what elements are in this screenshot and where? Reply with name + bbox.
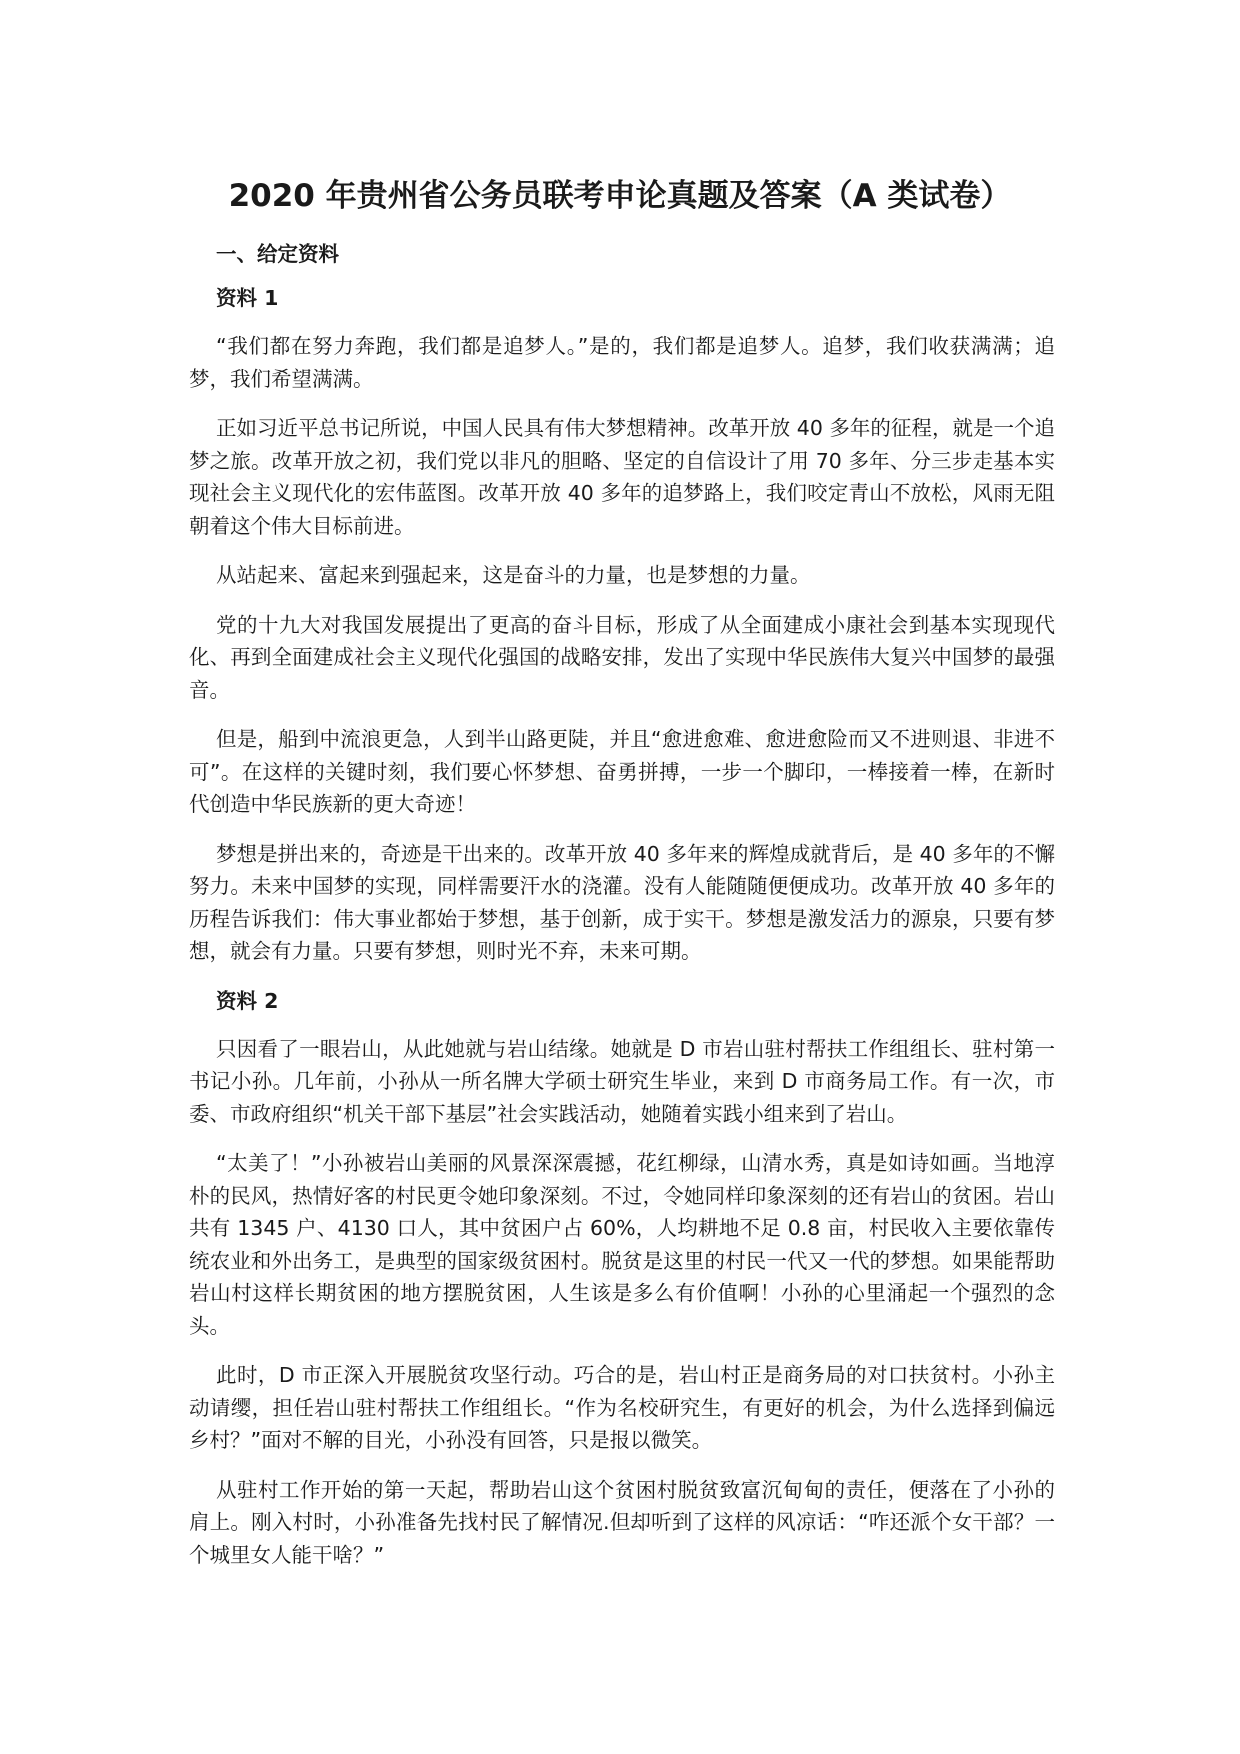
paragraph: 从站起来、富起来到强起来，这是奋斗的力量，也是梦想的力量。 — [216, 563, 811, 587]
paragraph: 此时，D 市正深入开展脱贫攻坚行动。巧合的是，岩山村正是商务局的对口扶贫村。小孙主动请缨，担任岩山驻村帮扶工作组组长。“作为名校研究生，有更好的机会，为什么选择到偏远乡村？”面对不解的目光，小孙没有回答，只是报以微笑。 — [189, 1363, 1055, 1452]
material-2-heading: 资料 2 — [216, 988, 279, 1013]
material-2 — [189, 985, 1055, 1572]
paragraph: “我们都在努力奔跑，我们都是追梦人。”是的，我们都是追梦人。追梦，我们收获满满；追梦，我们希望满满。 — [189, 334, 1055, 391]
paragraph: 但是，船到中流浪更急，人到半山路更陡，并且“愈进愈难、愈进愈险而又不进则退、非进不可”。在这样的关键时刻，我们要心怀梦想、奋勇拼搏，一步一个脚印，一棒接着一棒，在新时代创造中华民族新的更大奇迹！ — [189, 727, 1055, 816]
document-title: 2020 年贵州省公务员联考申论真题及答案（A 类试卷） — [228, 178, 1012, 214]
paragraph: 党的十九大对我国发展提出了更高的奋斗目标，形成了从全面建成小康社会到基本实现现代化、再到全面建成社会主义现代化强国的战略安排，发出了实现中华民族伟大复兴中国梦的最强音。 — [189, 612, 1055, 702]
document-body — [189, 238, 1055, 1588]
material-1-heading: 资料 1 — [216, 286, 279, 310]
paragraph: 梦想是拼出来的，奇迹是干出来的。改革开放 40 多年来的辉煌成就背后，是 40 多年的不懈努力。未来中国梦的实现，同样需要汗水的浇灌。没有人能随随便便成功。改革开放 40 多年的历程告诉我们：伟大事业都始于梦想，基于创新，成于实干。梦想是激发活力的源泉，只要有梦想，就会有力量。只要有梦想，则时光不弃，未来可期。 — [189, 841, 1055, 963]
paragraph: 从驻村工作开始的第一天起，帮助岩山这个贫困村脱贫致富沉甸甸的责任，便落在了小孙的肩上。刚入村时，小孙准备先找村民了解情况.但却听到了这样的风凉话：“咋还派个女干部？一个城里女人能干啥？” — [189, 1477, 1055, 1567]
paragraph: 只因看了一眼岩山，从此她就与岩山结缘。她就是 D 市岩山驻村帮扶工作组组长、驻村第一书记小孙。几年前，小孙从一所名牌大学硕士研究生毕业，来到 D 市商务局工作。有一次，市委、市政府组织“机关干部下基层”社会实践活动，她随着实践小组来到了岩山。 — [189, 1036, 1055, 1126]
paragraph: “太美了！”小孙被岩山美丽的风景深深震撼，花红柳绿，山清水秀，真是如诗如画。当地淳朴的民风，热情好客的村民更令她印象深刻。不过，令她同样印象深刻的还有岩山的贫困。岩山共有 1345 户、4130 口人，其中贫困户占 60%，人均耕地不足 0.8 亩，村民收入主要依靠传统农业和外出务工，是典型的国家级贫困村。脱贫是这里的村民一代又一代的梦想。如果能帮助岩山村这样长期贫困的地方摆脱贫困，人生该是多么有价值啊！小孙的心里涌起一个强烈的念头。 — [189, 1151, 1055, 1338]
section-heading: 一、给定资料 — [216, 242, 339, 266]
paragraph: 正如习近平总书记所说，中国人民具有伟大梦想精神。改革开放 40 多年的征程，就是一个追梦之旅。改革开放之初，我们党以非凡的胆略、坚定的自信设计了用 70 多年、分三步走基本实现社会主义现代化的宏伟蓝图。改革开放 40 多年的追梦路上，我们咬定青山不放松，风雨无阻朝着这个伟大目标前进。 — [189, 416, 1055, 538]
material-1 — [189, 282, 1055, 968]
